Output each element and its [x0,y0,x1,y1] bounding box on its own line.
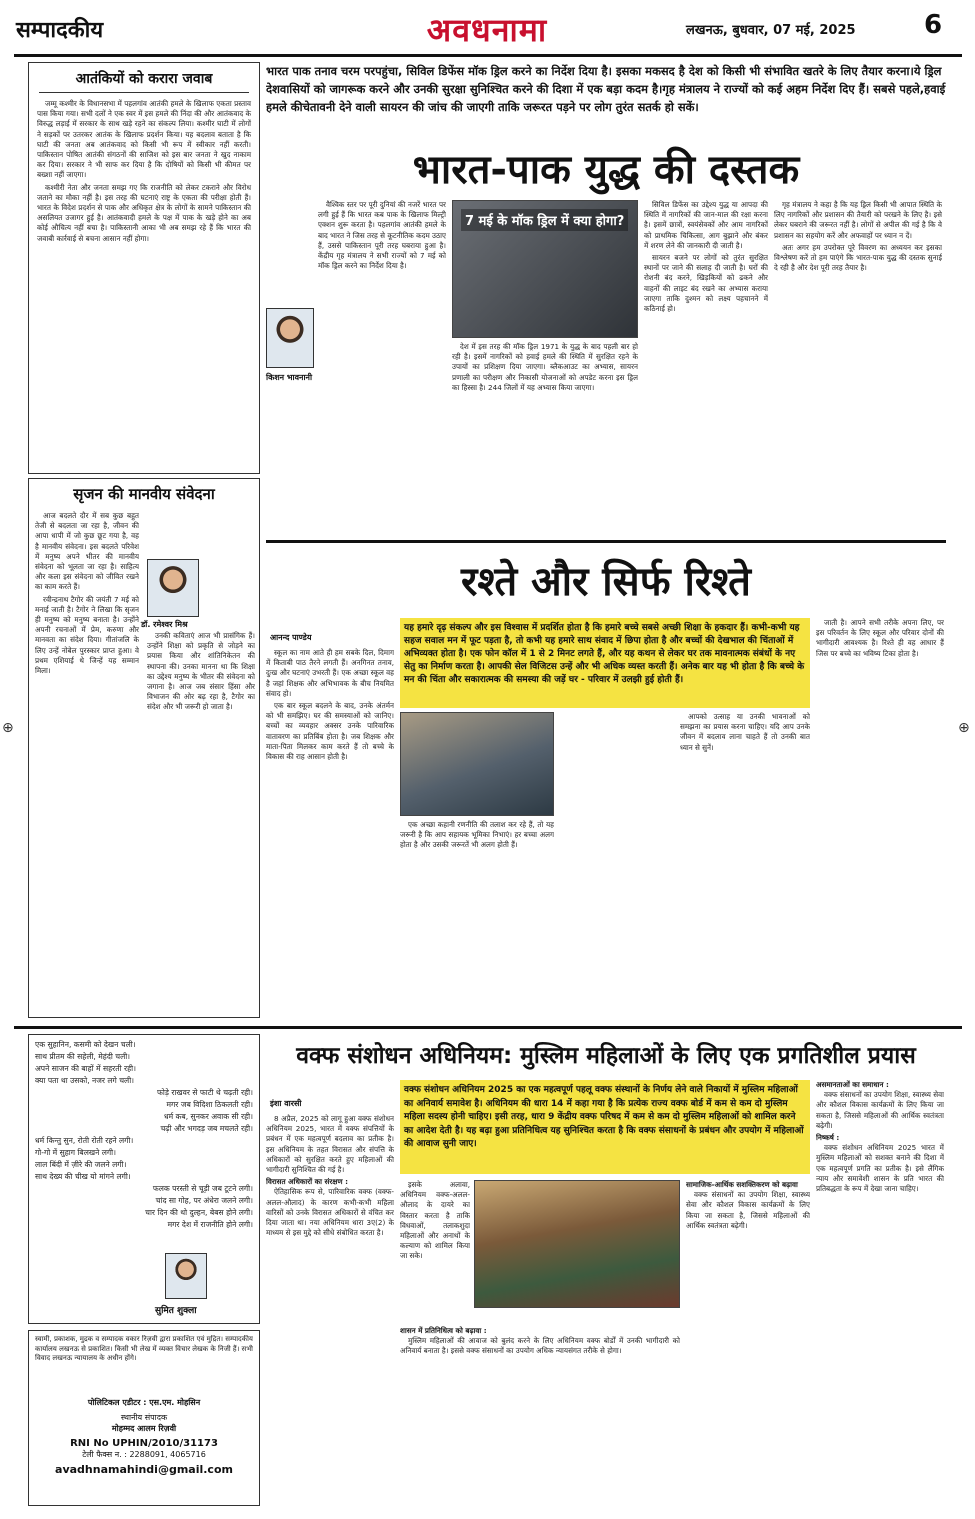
story5-intro-text: वक्फ संशोधन अधिनियम 2025 का एक महत्वपूर्ण पहलू वक्फ संस्थानों के निर्णय लेने वाले निकायों में मुस्लिम महिलाओं का अनिवार्य समावेश है। अधिनियम की धारा 14 में कहा गया है कि प्रत्येक राज्य वक्फ बोर्ड में कम से कम दो मुस्लिम महिला सदस्य होनी चाहिए। इसी तरह, धारा 9 केंद्रीय वक्फ परिषद में कम से कम दो मुस्लिम महिलाओं को शामिल करने का आदेश देती है। यह बढ़ा हुआ प्रतिनिधित्व यह सुनिश्चित करता है कि वक्फ संसाधनों के प्रबंधन और उपयोग में महिलाओं की आवाज सुनी जाए। [404,1085,804,1149]
section-label: सम्पादकीय [16,18,104,43]
paragraph: अतः अगर हम उपरोक्त पूरे विवरण का अध्ययन कर इसका विश्लेषण करें तो हम पाएंगे कि भारत-पाक युद्ध की दस्तक सुनाई दे रही है और देश पूरी तरह तैयार है। [774,242,942,273]
paragraph: उनकी कविताएं आज भी प्रासंगिक हैं। उन्होंने शिक्षा को प्रकृति से जोड़ने का प्रयास किया और शांतिनिकेतन की स्थापना की। उनका मानना था कि शिक्षा का उद्देश्य मनुष्य के भीतर की संवेदना को जगाना है। आज जब संसार हिंसा और विभाजन की ओर बढ़ रहा है, टैगोर का संदेश और भी जरूरी हो जाता है। [147,631,255,712]
author-name: डॉ. रमेश्वर मिश्र [141,620,188,629]
story3-col1 [318,200,446,530]
story2-col2 [147,631,255,1011]
poem-line: साथ प्रीतम की सहेली, मेहंदी चली। [35,1052,131,1061]
paragraph: आज बदलते दौर में सब कुछ बहुत तेजी से बदलता जा रहा है, जीवन की आपा धापी में जो कुछ छूट गया है, वह है मानवीय संवेदना। इस बदलते परिवेश में मनुष्य अपने भीतर की मानवीय संवेदना को भूलता जा रहा है। साहित्य और कला इस संवेदना को जीवित रखने का काम करते हैं। [35,511,139,592]
photo-caption: 7 मई के मॉक ड्रिल में क्या होगा? [461,209,628,231]
poem-box [28,1034,260,1324]
story3-headline: भारत-पाक युद्ध की दस्तक [412,147,800,193]
paragraph: जम्मू कश्मीर के विधानसभा में पहलगांव आतंकी हमले के खिलाफ एकता प्रस्ताव पास किया गया। सभी दलों ने एक स्वर में इस हमले की निंदा की और आतंकवाद के विरुद्ध लड़ाई में सरकार के साथ खड़े रहने का संकल्प लिया। कश्मीर घाटी में लोगों ने सड़कों पर उतरकर आतंक के खिलाफ प्रदर्शन किया। यह बदलाव बताता है कि घाटी की जनता अब आतंकवाद को किसी भी रूप में स्वीकार नहीं करती। पाकिस्तान पोषित आतंकी संगठनों की साजिश को इस बार जनता ने खुद नाकाम कर दिया। सरकार ने भी साफ कर दिया है कि दोषियों को किसी भी कीमत पर बख्शा नहीं जाएगा। [37,99,251,180]
paragraph: वैश्विक स्तर पर पूरी दुनियां की नजरें भारत पर लगी हुई हैं कि भारत कब पाक के खिलाफ मिल्ट्री एक्शन शुरू करता है। पहलगांव आतंकी हमले के बाद भारत ने जिस तरह से कूटनीतिक कदम उठाए हैं, उससे पाकिस्तान पूरी तरह घबराया हुआ है। केंद्रीय गृह मंत्रालय ने सभी राज्यों को 7 मई को मॉक ड्रिल करने का निर्देश दिया है। [318,200,446,271]
poet-photo [165,1253,207,1299]
poem-line: अपने साजन की बाहों में सहरती रही। [35,1064,136,1073]
editorial-box [28,62,260,474]
poet-name: सुमित शुक्ला [155,1306,197,1316]
rep-name: मोहम्मद आलम रिज़वी [111,1424,177,1433]
paper-name: अवधनामा [426,11,548,49]
story5-col1 [266,1114,394,1506]
paragraph: सिविल डिफेंस का उद्देश्य युद्ध या आपदा की स्थिति में नागरिकों की जान-माल की रक्षा करना है। इसमें छात्रों, स्वयंसेवकों और आम नागरिकों को प्राथमिक चिकित्सा, आग बुझाने और बंकर में शरण लेने की जानकारी दी जाती है। [644,200,768,250]
story5-col5 [816,1080,944,1506]
poem-line: चार दिन की थो दुल्हन, बेबस होने लगी। [145,1208,253,1217]
rni-number: RNI No UPHIN/2010/31173 [70,1438,218,1449]
story3-intro [266,62,946,138]
story4-intro [400,618,810,708]
poem-line: एक सुहानिन, कसमी को देखन चली। [35,1040,136,1049]
poem-line: मगर देश में राजनीति होने लगी। [167,1220,253,1229]
paragraph: मुस्लिम महिलाओं की आवाज को बुलंद करने के लिए अधिनियम वक्फ बोर्डों में उनकी भागीदारी को अनिवार्य बनाता है। इससे वक्फ संसाधनों का उपयोग अधिक न्यायसंगत तरीके से होगा। [400,1336,680,1356]
story4-author: आनन्द पाण्डेय [270,633,312,642]
poem-line: लाल बिंदी में ज़ीरे की जलने लगी। [35,1160,127,1169]
paragraph: गृह मंत्रालय ने कहा है कि यह ड्रिल किसी भी आपात स्थिति के लिए नागरिकों और प्रशासन की तैयारी को परखने के लिए है। इसे लेकर घबराने की जरूरत नहीं है। लोगों से अपील की गई है कि वे प्रशासन का सहयोग करें और अफवाहों पर ध्यान न दें। [774,200,942,240]
paragraph: वक्फ संसाधनों का उपयोग शिक्षा, स्वास्थ्य सेवा और कौशल विकास कार्यक्रमों के लिए किया जा सकता है, जिससे महिलाओं की आर्थिक स्वतंत्रता बढ़ेगी। [816,1090,944,1130]
story4-col4 [816,618,944,1018]
masthead-rule [14,54,962,57]
story4-col2 [400,820,554,1018]
subhead: शासन में प्रतिनिधित्व को बढ़ावा : [400,1326,487,1335]
rep-label: स्थानीय संपादक [120,1413,168,1422]
paragraph: इसके अलावा, अधिनियम वक्फ-अलल-औलाद के दायरे का विस्तार करता है ताकि विधवाओं, तलाकशुदा महिलाओं और अनाथों के कल्याण को शामिल किया जा सके। [400,1180,470,1261]
bottom-rule [14,1026,962,1029]
section-rule [266,540,946,543]
story2-headline: सृजन की मानवीय संवेदना [73,485,215,503]
story5-col4 [686,1180,810,1506]
parliament-photo [474,1180,680,1308]
story5-intro [400,1080,810,1174]
author-photo [266,308,314,368]
poem-line: फलक परस्ती से चूड़ी जब टूटने लगी। [152,1184,253,1193]
dateline: लखनऊ, बुधवार, 07 मई, 2025 [686,23,856,38]
poem-line: फोड़े राखवर से फाटी थे चढ़ती रही। [157,1088,253,1097]
poem-line: गो-गो में सुहाग बिलखने लगी। [35,1148,116,1157]
paragraph: देश में इस तरह की मॉक ड्रिल 1971 के युद्ध के बाद पहली बार हो रही है। इसमें नागरिकों को हवाई हमले की स्थिति में सुरक्षित रहने के उपायों का प्रशिक्षण दिया जाएगा। ब्लैकआउट का अभ्यास, सायरन प्रणाली का परीक्षण और निकासी योजनाओं को अपडेट करना इस ड्रिल का हिस्सा है। 244 जिलों में यह अभ्यास किया जाएगा। [452,342,638,392]
imprint-text: स्वामी, प्रकाशक, मुद्रक व सम्पादक वकार रिज़वी द्वारा प्रकाशित एवं मुद्रित। सम्पादकीय कार्यालय लखनऊ से प्रकाशित। किसी भी लेख में व्यक्त विचार लेखक के निजी हैं। सभी विवाद लखनऊ न्यायालय के अधीन होंगे। [35,1335,253,1362]
poem-line: मगर जब विदिशा ठिकलती रही। [166,1100,253,1109]
masthead [14,8,962,54]
editorial-headline: आतंकियों को करारा जवाब [39,63,249,93]
story3-intro-text: भारत पाक तनाव चरम परपहुंचा, सिविल डिफेंस मॉक ड्रिल करने का निर्देश दिया है। इसका मकसद है देश को किसी भी संभावित खतरे के लिए तैयार करना।ये ड्रिल देशवासियों को जागरूक करने और उनकी सुरक्षा सुनिश्चित करने की दिशा में एक बड़ा कदम है।गृह मंत्रालय ने राज्यों को कई अहम निर्देश दिए हैं। सबसे पहले,हवाई हमले कीचेतावनी देने वाली सायरन की जांच की जाएगी ताकि जरूरत पड़ने पर लोग तुरंत सतर्क हो सकें। [266,64,946,114]
paper-logo [372,8,602,48]
story4-col3 [680,712,810,1018]
story2-col1 [35,511,139,1011]
paragraph: स्कूल का नाम आते ही हम सबके दिल, दिमाग में किताबी पाठ तैरने लगती हैं। अनगिनत तनाव, दुःख और घटनाएं उभरती हैं। एक अच्छा स्कूल वह है जहां शिक्षक और अभिभावक के बीच नियमित संवाद हो। [266,648,394,698]
paragraph: वक्फ संशोधन अधिनियम 2025 भारत में मुस्लिम महिलाओं को सशक्त बनाने की दिशा में एक महत्वपूर्ण प्रगति का प्रतीक है। इसे लैंगिक न्याय और समावेशी शासन के प्रति भारत की प्रतिबद्धता के रूप में देखा जाना चाहिए। [816,1143,944,1194]
story3-col3 [644,200,768,530]
author-photo [147,559,199,617]
author-name: किशन भावनानी [266,373,313,382]
story4-col1 [266,648,394,1018]
paragraph: कश्मीरी नेता और जनता समझ गए कि राजनीति को लेकर टकराने और विरोध जताने का मौका नहीं है। इस तरह की घटनाएं राष्ट्र के एकता की परीक्षा होती हैं। भारत के विदेश प्रदर्शन से पाक और अधिकृत क्षेत्र के लोगों के सामने पाकिस्तान की असलियत उजागर हुई है। आतंकवादी हमले के पक्ष में पाक के खड़े होने का अब कोई औचित्य नहीं बचा है। पाकिस्तानी आका भी अब समझ रहे हैं कि भारत की जवाबी कार्रवाई से बचना आसान नहीं होगा। [37,182,251,243]
story5-col2 [400,1180,470,1320]
story3-col2 [452,342,638,532]
imprint-box [28,1330,260,1506]
story4-headline: रश्ते और सिर्फ रिश्ते [461,559,751,605]
subhead: विरासत अधिकारों का संरक्षण : [266,1177,348,1187]
story3-col4 [774,200,942,530]
story5-author: इंशा वारसी [270,1099,302,1108]
political-editor: पोलिटिकल एडीटर : एस.एम. मोहसिन [87,1398,201,1407]
paragraph: आपको उत्साह या उनकी भावनाओं को समझना का प्रयास करना चाहिए। यदि आप उनके जीवन में बदलाव लाना चाहते हैं तो उनकी बात ध्यान से सुनें। [680,712,810,752]
poem-line: क्या पता था उसको, नजर लगे चली। [35,1076,135,1085]
paragraph: रवीन्द्रनाथ टैगोर की जयंती 7 मई को मनाई जाती है। टैगोर ने लिखा कि सृजन ही मनुष्य को मनुष्य बनाता है। उन्होंने अपनी रचनाओं में प्रेम, करुणा और मानवता का संदेश दिया। गीतांजलि के लिए उन्हें नोबेल पुरस्कार प्राप्त हुआ। वे प्रथम एशियाई थे जिन्हें यह सम्मान मिला। [35,594,139,676]
editorial-body [29,93,259,463]
registration-mark-icon: ⊕ [958,720,970,736]
story4-intro-text: यह हमारे दृढ़ संकल्प और इस विश्वास में प्रदर्शित होता है कि हमारे बच्चे सबसे अच्छी शिक्षा के हकदार हैं। कभी-कभी यह सहज सवाल मन में फूट पड़ता है, तो कभी यह हमारे साथ संवाद में छिपा होता है और बच्चों की देखभाल की चिंताओं में अभिव्यक्त होता है। एक फोन कॉल में 1 से 2 मिनट लगते हैं, और यह कथन से लेकर घर तक मावनात्मक संबंधों के नए सेतु का निर्माण करता है। आपकी सेल विजिटस उन्हें और भी अधिक व्यस्त करती हैं। अनेक बार यह भी होता है कि बच्चे के मन की चिंता और सकारात्मक की समस्या की जड़ें घर - परिवार में उलझी हुई होती हैं। [404,623,805,685]
subhead: असमानताओं का समाधान : [816,1080,889,1089]
paragraph: वक्फ संसाधनों का उपयोग शिक्षा, स्वास्थ्य सेवा और कौशल विकास कार्यक्रमों के लिए किया जा सकता है, जिससे महिलाओं की आर्थिक स्वतंत्रता बढ़ेगी। [686,1190,810,1230]
paragraph: जाती है। आपने सभी तरीके अपना लिए, पर इस परिवर्तन के लिए स्कूल और परिवार दोनों की भागीदारी आवश्यक है। रिश्ते ही वह आधार हैं जिस पर बच्चे का भविष्य टिका होता है। [816,618,944,658]
email[interactable]: avadhnamahindi@gmail.com [55,1463,233,1476]
paragraph: एक बार स्कूल बदलने के बाद, उनके अंतर्मन को भी समझिए। घर की समस्याओं को जानिए। बच्चों का व्यवहार अक्सर उनके पारिवारिक वातावरण का प्रतिबिंब होता है। जब शिक्षक और माता-पिता मिलकर काम करते हैं तो बच्चे के विकास की राह आसान होती है। [266,701,394,762]
poem-line: चढ़ी और भगदड़ जब मचलते रही। [160,1124,253,1133]
registration-mark-icon: ⊕ [2,720,14,736]
story5-headline: वक्फ संशोधन अधिनियम: मुस्लिम महिलाओं के लिए एक प्रगतिशील प्रयास [296,1043,916,1069]
poem-line: साथ देख्य की चीख यो मांगने लगी। [35,1172,131,1181]
poem-lines [35,1039,253,1231]
story5-col3 [400,1326,680,1506]
paragraph: सायरन बजने पर लोगों को तुरंत सुरक्षित स्थानों पर जाने की सलाह दी जाती है। घरों की रोशनी बंद करने, खिड़कियों को ढकने और वाहनों की लाइट बंद रखने का अभ्यास कराया जाएगा ताकि दुश्मन को लक्ष्य पहचानने में कठिनाई हो। [644,253,768,314]
subhead: निष्कर्ष : [816,1133,840,1143]
subhead: सामाजिक-आर्थिक सशक्तिकरण को बढ़ावा [686,1180,798,1189]
poem-line: धर्म कब, सुनकर अवाक सी रही। [163,1112,253,1121]
page-number: 6 [924,10,943,40]
mock-drill-photo [452,200,638,338]
paragraph: 8 अप्रैल, 2025 को लागू हुआ वक्फ संशोधन अधिनियम 2025, भारत में वक्फ संपत्तियों के प्रबंधन में एक महत्वपूर्ण बदलाव का प्रतीक है। इस अधिनियम के तहत विरासत और संपत्ति के अधिकारों को सुरक्षित करते हुए महिलाओं की भागीदारी सुनिश्चित की गई है। [266,1114,394,1175]
paragraph: ऐतिहासिक रूप से, पारिवारिक वक्फ (वक्फ-अलल-औलाद) के कारण कभी-कभी महिला वारिसों को उनके विरासत अधिकारों से वंचित कर दिया जाता था। नया अधिनियम धारा 3ए(2) के माध्यम से इस मुद्दे को सीधे संबोधित करता है। [266,1187,394,1238]
poem-line: धर्म किन्तु सुन, रोती रोती रहने लगी। [35,1136,134,1145]
story2-box [28,478,260,1018]
classroom-photo [400,712,554,816]
poem-line: चांद सा गोह, पर अंधेरा जलने लगी। [155,1196,253,1205]
paragraph: एक अच्छा कहानी रणनीति की तलाश कर रहे हैं, तो यह जरूरी है कि आप सहायक भूमिका निभाएं। हर बच्चा अलग होता है और उसकी जरूरतें भी अलग होती हैं। [400,820,554,850]
fax-number: टेली फैक्स न. : 2288091, 4065716 [82,1450,206,1459]
